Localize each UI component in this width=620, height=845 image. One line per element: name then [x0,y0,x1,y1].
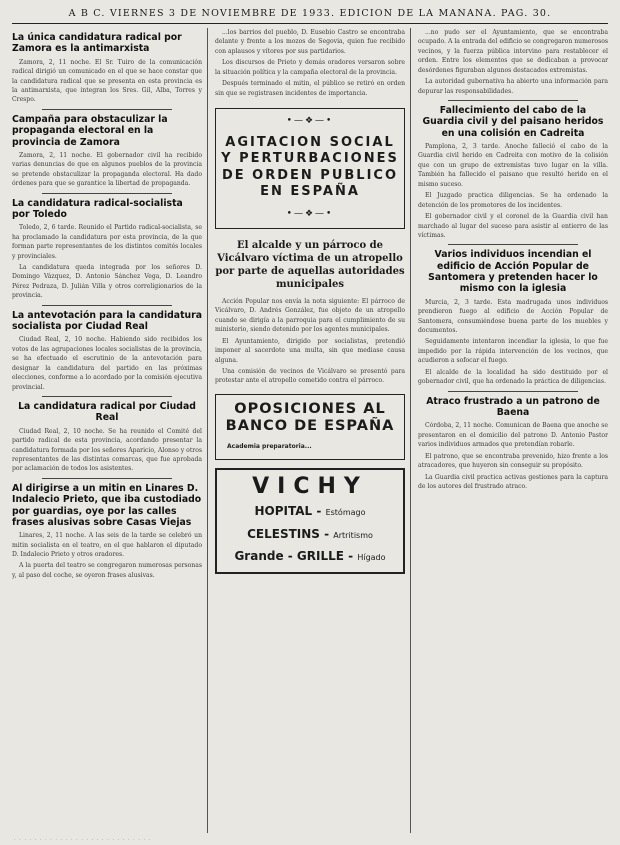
headline-santomera: Varios individuos incendian el edificio de Acción Popular de Santomera y pretenden hacer lo mismo con la iglesia [428,249,598,295]
column-3: ...no pudo ser el Ayuntamiento, que se encontraba ocupado. A la entrada del edificio se congregaron numerosos vecinos, y la fuerza pública intervino para restablecer el orden. Entre los elementos que se dedicaban a provocar desórdenes figuraban algunos destacados extremistas. La autoridad gubernativa ha abierto una información para depurar las responsabilidades. Fallecimiento del cabo de la Guardia civil y del paisano heridos en una colisión en Cadreita Pamplona, 2, 3 tarde. Anoche falleció el cabo de la Guardia civil herido en Cadreita con motivo de la colisión que con un grupo de extremistas tuvo lugar en la villa. También ha fallecido el paisano que resultó herido en el mismo suceso. El Juzgado practica diligencias. Se ha ordenado la detención de los promotores de los incidentes. El gobernador civil y el coronel de la Guardia civil han marchado al lugar del suceso para asistir al entierro de las víctimas. Varios individuos incendian el edificio de Acción Popular de Santomera y pretenden hacer lo mismo con la iglesia Murcia, 2, 3 tarde. Esta madrugada unos individuos prendieron fuego al edificio de Acción Popular de Santomera, consumiéndose buena parte de los muebles y documentos. Seguidamente intentaron incendiar la iglesia, lo que fue impedido por la rápida intervención de los vecinos, que acudieron a sofocar el fuego. El alcalde de la localidad ha sido destituido por el gobernador civil, que ha ordenado la práctica de diligencias. Atraco frustrado a un patrono de Baena Córdoba, 2, 11 noche. Comunican de Baena que anoche se presentaron en el domicilio del patrono D. Antonio Pastor varios individuos armados que pretendían robarle. El patrono, que se encontraba prevenido, hizo frente a los atracadores, que huyeron sin conseguir su propósito. La Guardia civil practica activas gestiones para la captura de los autores del frustrado atraco. [418,29,608,490]
headline-toledo: La candidatura radical-socialista por Toledo [12,197,183,220]
column-1: La única candidatura radical por Zamora es la antimarxista Zamora, 2, 11 noche. El Sr. Tuiro de la comunicación radical dirigió un comunicado en el que se hace constar que la candidatura radical que se presenta en esta provincia es la antimarxista, que integran los Sres. Gil, Alba, Torres y Crespo. Campaña para obstaculizar la propaganda electoral en la provincia de Zamora Zamora, 2, 11 noche. El gobernador civil ha recibido varias denuncias de que en algunos pueblos de la provincia se pretende obstaculizar la propaganda electoral. Ha dado órdenes para que se garantice la libertad de propaganda. La candidatura radical-socialista por Toledo Toledo, 2, 6 tarde. Reunido el Partido radical-socialista, se ha proclamado la candidatura por esta provincia, de la que forman parte representantes de los distintos comités locales y provinciales. La candidatura queda integrada por los señores D. Domingo Vázquez, D. Antonio Sánchez Vega, D. Leandro Pérez Pedraza, D. Julián Villa y otros correligionarios de la provincia. La antevotación para la candidatura socialista por Ciudad Real Ciudad Real, 2, 10 noche. Habiendo sido recibidos los votos de las agrupaciones locales socialistas de la provincia, se ha efectuado el escrutinio de la antevotación para designar la candidatura del partido en las próximas elecciones, conforme a lo acordado por la comisión ejecutiva provincial. La candidatura radical por Ciudad Real Ciudad Real, 2, 10 noche. Se ha reunido el Comité del partido radical de esta provincia, acordando presentar la candidatura formada por los señores Aparicio, Alonso y otros representantes de las distintas comarcas, que fue aprobada por aclamación de todos los asistentes. Al dirigirse a un mitin en Linares D. Indalecio Prieto, que iba custodiado por guardias, oye por las calles frases alusivas sobre Casas Viejas Linares, 2, 11 noche. A las seis de la tarde se celebró un mitin socialista en el teatro, en el que hablaron el diputado D. Indalecio Prieto y otros oradores. A la puerta del teatro se congregaron numerosas personas y, al paso del coche, se oyeron frases alusivas. [12,28,208,833]
headline-zamora: La única candidatura radical por Zamora es la antimarxista [12,32,182,55]
headline-ciudad-real: La candidatura radical por Ciudad Real [18,401,196,424]
oposiciones-ad [215,394,405,460]
vichy-artritismo: Artritismo [333,530,373,540]
headline-prieto: Al dirigirse a un mitin en Linares D. Indalecio Prieto, que iba custodiado por guardias, oye por las calles frases alusivas sobre Casas Viejas [12,482,202,528]
headline-campana: Campaña para obstaculizar la propaganda electoral en la provincia de Zamora [12,113,168,148]
vichy-title: VICHY [252,473,368,499]
headline-cadreita: Fallecimiento del cabo de la Guardia civil y del paisano heridos en una colisión en Cadreita [422,105,604,139]
vicalvaro-headline: El alcalde y un párroco de Vicálvaro víctima de un atropello por parte de aquellas autoridades municipales [215,239,405,290]
agitacion-title: AGITACION SOCIAL Y PERTURBACIONES DE ORDEN PUBLICO EN ESPAÑA [221,135,399,199]
ornament-top-icon: •—❖—• [286,116,334,127]
vichy-grille: Grande - GRILLE [234,549,344,564]
masthead: A B C. VIERNES 3 DE NOVIEMBRE DE 1933. EDICION DE LA MAÑANA. PAG. 30. [12,8,608,24]
vichy-estomago: Estómago [325,507,366,517]
vichy-hopital: HOPITAL [254,503,313,518]
headline-antevotacion: La antevotación para la candidatura socialista por Ciudad Real [12,309,202,333]
ornament-bottom-icon: •—❖—• [286,209,334,219]
headline-baena: Atraco frustrado a un patrono de Baena [426,395,600,418]
oposiciones-text: Academia preparatoria... [227,442,312,450]
column-2: ...los barrios del pueblo, D. Eusebio Castro se encontraba delante y frente a los mozos de Segovia, quien fue recibido con aplausos y vítores por sus partidarios. Los discursos de Prieto y demás oradores versaron sobre la situación política y la campaña electoral de la provincia. Después terminado el mitin, el público se retiró en orden sin que se registrasen incidentes de importancia. •—❖—• AGITACION SOCIAL Y PERTURBACIONES DE ORDEN PUBLICO EN ESPAÑA •—❖—• El alcalde y un párroco de Vicálvaro víctima de un atropello por parte de aquellas autoridades municipales Acción Popular nos envía la nota siguiente: El párroco de Vicálvaro, D. Andrés González, fue objeto de un atropello cuando se dirigía a la parroquia para el cumplimiento de su ministerio, siendo detenido por los agentes municipales. El Ayuntamiento, dirigido por socialistas, pretendió imponer al sacerdote una multa, sin que mediase causa alguna. Una comisión de vecinos de Vicálvaro se presentó para protestar ante el atropello cometido contra el párroco. OPOSICIONES AL BANCO DE ESPAÑA Academia preparatoria... VICHY HOPITAL - Estómago CELESTINS - Artritismo Grande - GRILLE - Hígado [215,28,411,833]
vichy-celestins: CELESTINS [247,526,320,541]
agitacion-box [215,108,405,229]
oposiciones-title: OPOSICIONES AL BANCO DE ESPAÑA [225,400,395,435]
vichy-higado: Hígado [357,553,386,563]
vichy-ad: VICHY HOPITAL - Estómago CELESTINS - Artritismo Grande - GRILLE - Hígado [215,468,405,574]
page-footer: · · · · · · · · · · · · · · · · · · · · · · · · · · · [14,837,152,843]
